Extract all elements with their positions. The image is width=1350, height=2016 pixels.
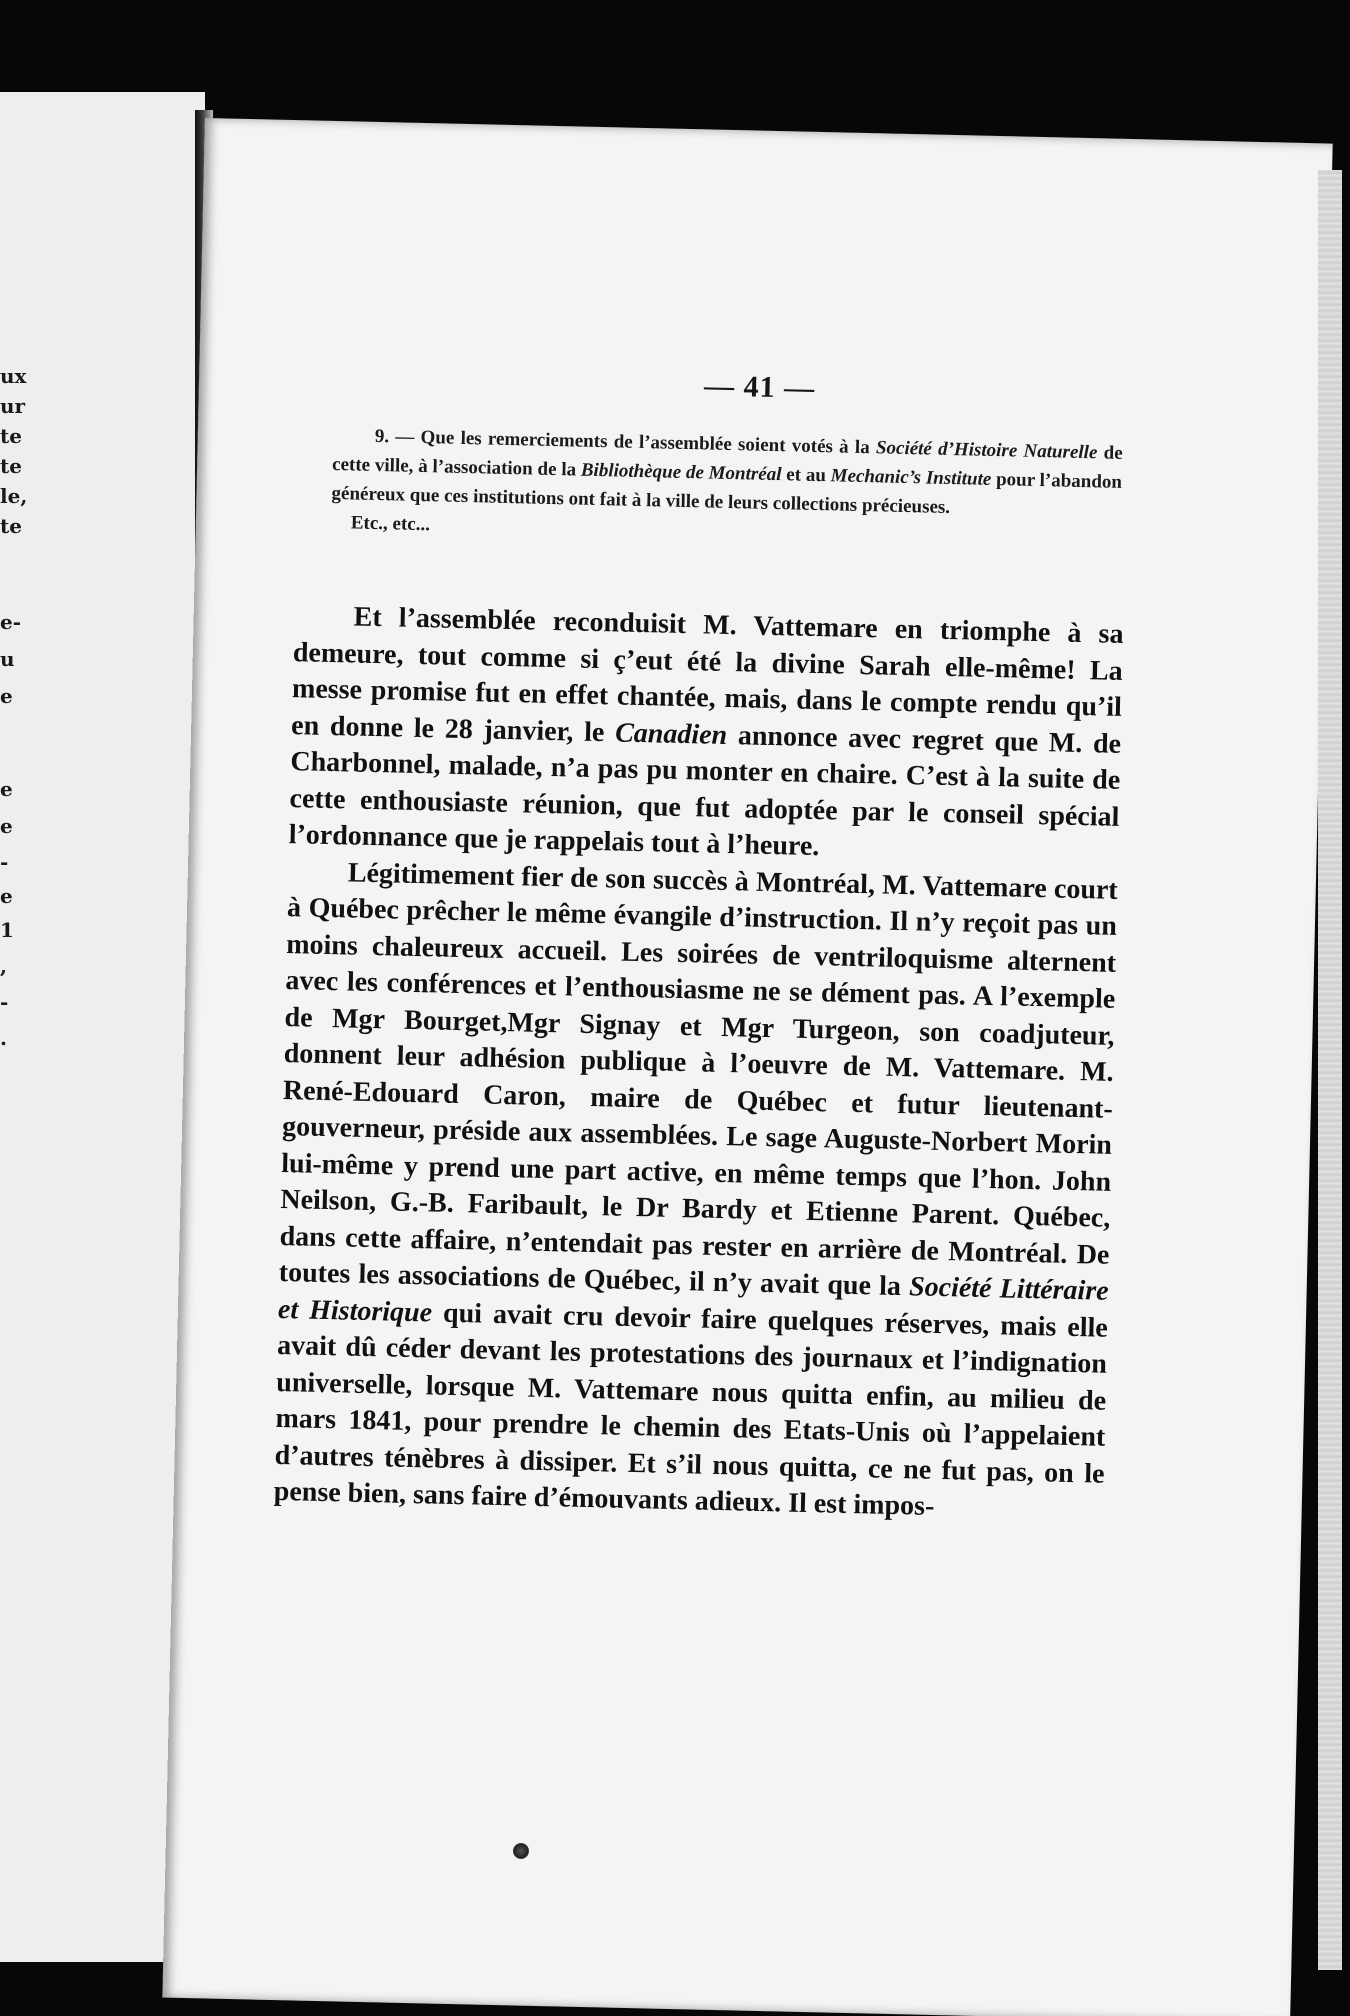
paragraph-text: annonce avec regret que M. de Charbonnel, malade, n’a pas pu monter en chaire. C’est à la suite de cette enthousiaste réunion, que fut adoptée par le conseil spécial l’ordonnance que je rappelais tout à l’heure.	[288, 719, 1122, 863]
left-page-fragment: e	[0, 814, 13, 838]
paragraph	[273, 854, 1118, 1530]
paragraph-text: Et l’assemblée reconduisit M. Vattemare en triomphe à sa demeure, tout comme si ç’eut été la divine Sarah elle-même! La messe promise fut en effet chantée, mais, dans le compte rendu qu’il en donne le 28 janvier, le	[290, 601, 1124, 748]
left-page-fragment: te	[0, 454, 22, 478]
left-page-fragment: .	[0, 1026, 7, 1050]
footnote-etc: Etc., etc...	[350, 512, 431, 536]
left-page-fragment: le,	[0, 484, 28, 508]
paragraph-italic: Société Littéraire et Historique	[277, 1271, 1109, 1328]
book-page	[162, 118, 1332, 2016]
footnote-number: 9.	[374, 425, 390, 448]
left-page-fragment: e	[0, 884, 13, 908]
paragraph-text: qui avait cru devoir faire quelques réserves, mais elle avait dû céder devant les protestations des journaux et l’indignation universelle, lorsque M. Vattemare nous quitta enfin, au milieu de mars 1841, pour prendre le chemin des Etats-Unis où l’appelaient d’autres ténèbres à dissiper. Et s’il nous quitta, ce ne fut pas, on le pense bien, sans faire d’émouvants adieux. Il est impos-	[273, 1296, 1109, 1522]
footnote-text: pour l’abandon généreux que ces institutions ont fait à la ville de leurs collections précieuses.	[331, 468, 1123, 519]
left-page-fragment: e	[0, 684, 13, 708]
left-page-fragment: te	[0, 514, 22, 538]
body-text	[273, 598, 1123, 1529]
footnote-italic: Société d’Histoire Naturelle	[875, 437, 1098, 464]
left-page-fragment: ur	[0, 394, 26, 418]
paragraph-italic: Canadien	[614, 716, 728, 751]
left-page-fragment: e-	[0, 610, 22, 634]
left-page-fragment: ux	[0, 364, 27, 388]
page-number: — 41 —	[703, 369, 816, 405]
left-page-fragment: 1	[0, 918, 14, 942]
footnote-text: — Que les remerciements de l’assemblée soient votés à la	[388, 426, 877, 459]
paragraph-text: Légitimement fier de son succès à Montréal, M. Vattemare court à Québec prêcher le même évangile d’instruction. Il n’y reçoit pas un moins chaleureux accueil. Les soirées de ventriloquisme alternent avec les conférences et l’enthousiasme ne se dément pas. A l’exemple de Mgr Bourget,Mgr Signay et Mgr Turgeon, son coadjuteur, donnent leur adhésion publique à l’oeuvre de M. Vattemare. M. René-Edouard Caron, maire de Québec et futur lieutenant-gouverneur, préside aux assemblées. Le sage Auguste-Norbert Morin lui-même y prend une part active, en même temps que l’hon. John Neilson, G.-B. Faribault, le Dr Bardy et Etienne Parent. Québec, dans cette affaire, n’entendait pas rester en arrière de Montréal. De toutes les associations de Québec, il n’y avait que la	[278, 856, 1119, 1303]
footnote-text: de cette ville, à l’association de la	[331, 442, 1123, 481]
paragraph	[288, 598, 1124, 872]
left-page-fragment: e	[0, 777, 13, 801]
footnote	[331, 421, 1123, 555]
left-page-fragment: -	[0, 850, 9, 874]
footnote-text: et au	[781, 464, 831, 487]
footnote-italic: Mechanic’s Institute	[830, 465, 992, 490]
left-page-fragment: u	[0, 647, 15, 671]
left-page-fragment: -	[0, 990, 9, 1014]
scan-spot	[513, 1843, 529, 1859]
left-page-fragment: ,	[0, 954, 7, 978]
footnote-italic: Bibliothèque de Montréal	[580, 459, 782, 486]
left-page-fragment: te	[0, 424, 22, 448]
page-stack-edge	[1318, 170, 1342, 1970]
